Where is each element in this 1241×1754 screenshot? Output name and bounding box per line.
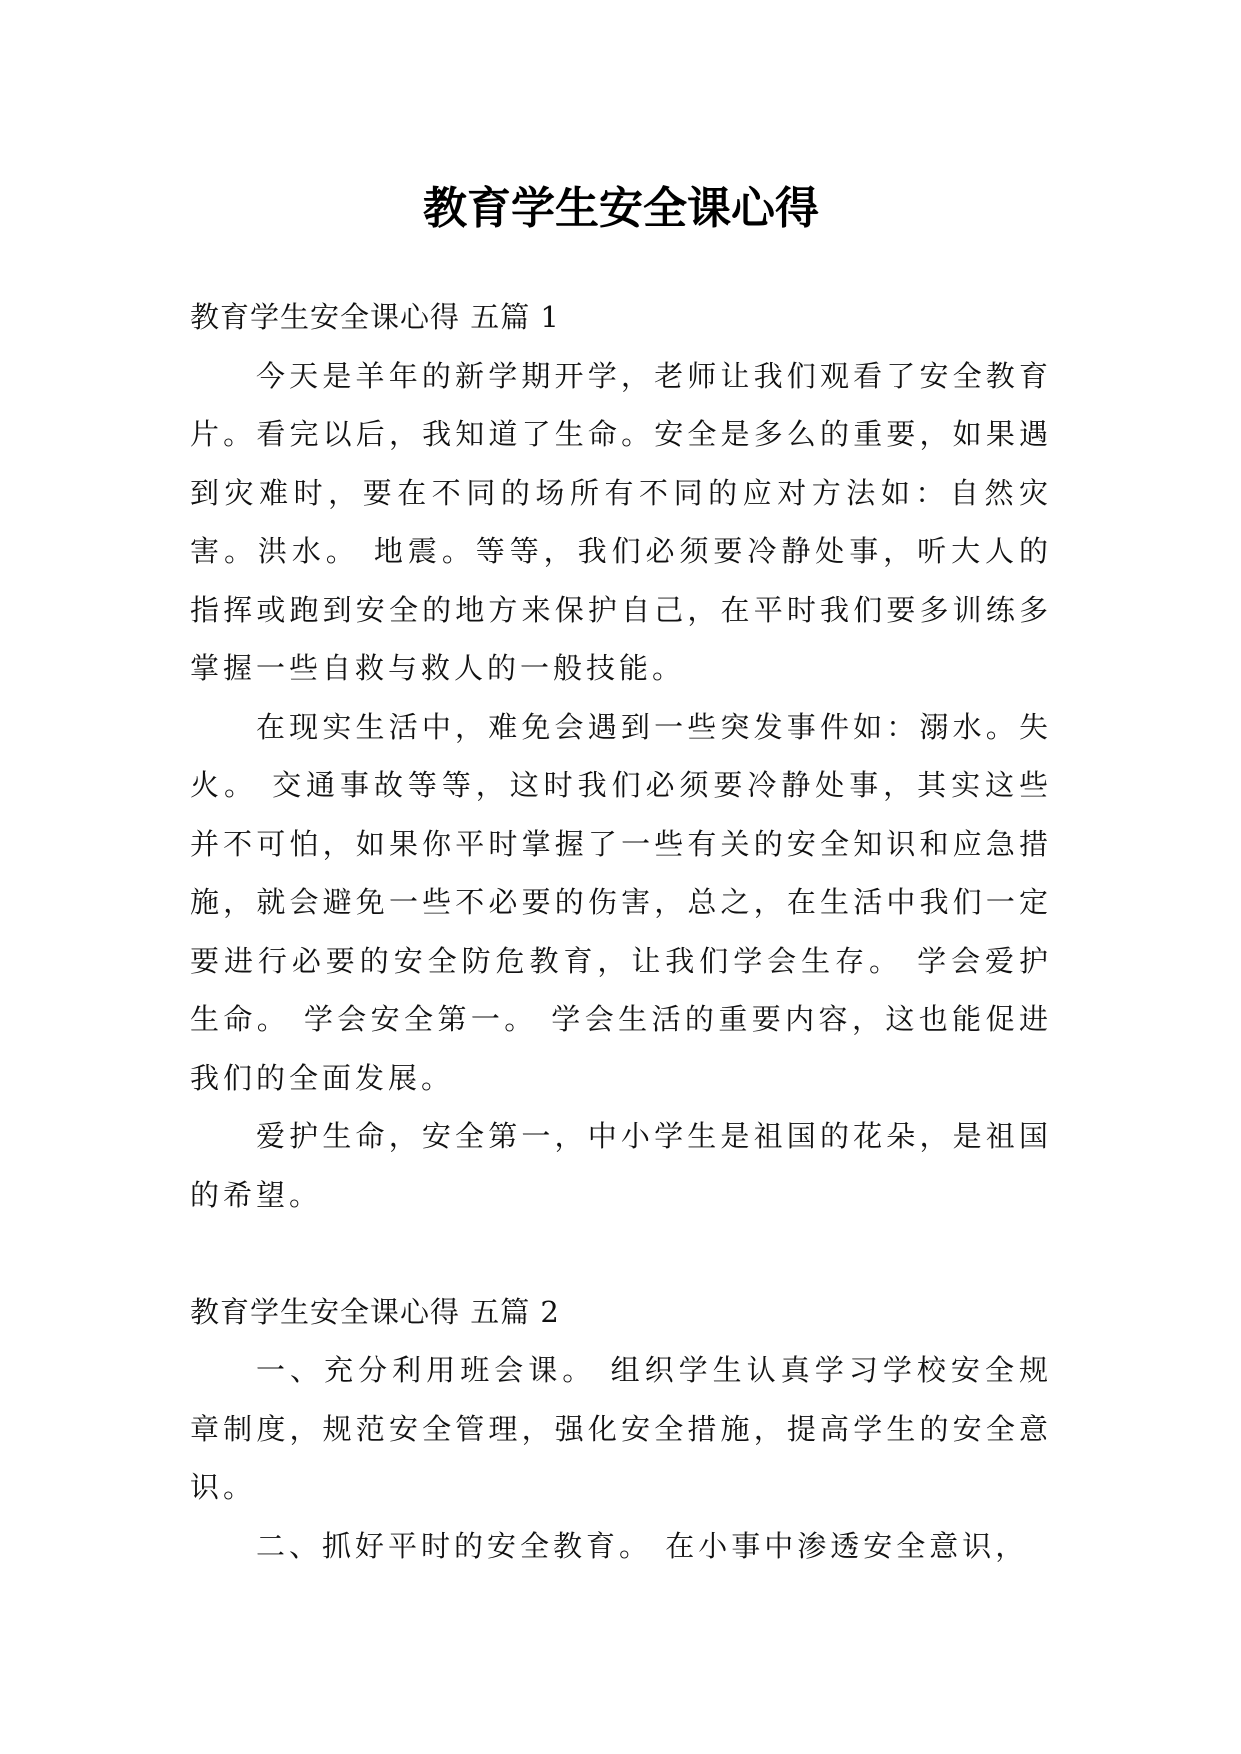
section-heading: 教育学生安全课心得 五篇 2 (190, 1294, 560, 1329)
section-heading: 教育学生安全课心得 五篇 1 (190, 300, 560, 334)
paragraph: 二、抓好平时的安全教育。 在小事中渗透安全意识， (256, 1528, 1029, 1563)
section-2 (190, 1283, 1052, 1576)
document-title: 教育学生安全课心得 (423, 183, 819, 235)
paragraph: 今天是羊年的新学期开学，老师让我们观看了安全教育片。看完以后，我知道了生命。安全是多么的重要，如果遇到灾难时，要在不同的场所有不同的应对方法如：自然灾害。洪水。 地震。等等，我们必须要冷静处事，听大人的指挥或跑到安全的地方来保护自己，在平时我们要多训练多掌握一些自救与救人的一般技能。 (190, 358, 1052, 685)
paragraph: 爱护生命，安全第一，中小学生是祖国的花朵，是祖国的希望。 (190, 1119, 1052, 1212)
paragraph: 在现实生活中，难免会遇到一些突发事件如：溺水。失火。 交通事故等等，这时我们必须要冷静处事，其实这些并不可怕，如果你平时掌握了一些有关的安全知识和应急措施，就会避免一些不必要的伤害，总之，在生活中我们一定要进行必要的安全防危教育，让我们学会生存。 学会爱护生命。 学会安全第一。 学会生活的重要内容，这也能促进我们的全面发展。 (190, 709, 1052, 1095)
section-1 (190, 288, 1052, 1224)
section-spacer (190, 1224, 1052, 1283)
document-body (190, 288, 1052, 1575)
paragraph: 一、充分利用班会课。 组织学生认真学习学校安全规章制度，规范安全管理，强化安全措施，提高学生的安全意识。 (190, 1353, 1052, 1504)
